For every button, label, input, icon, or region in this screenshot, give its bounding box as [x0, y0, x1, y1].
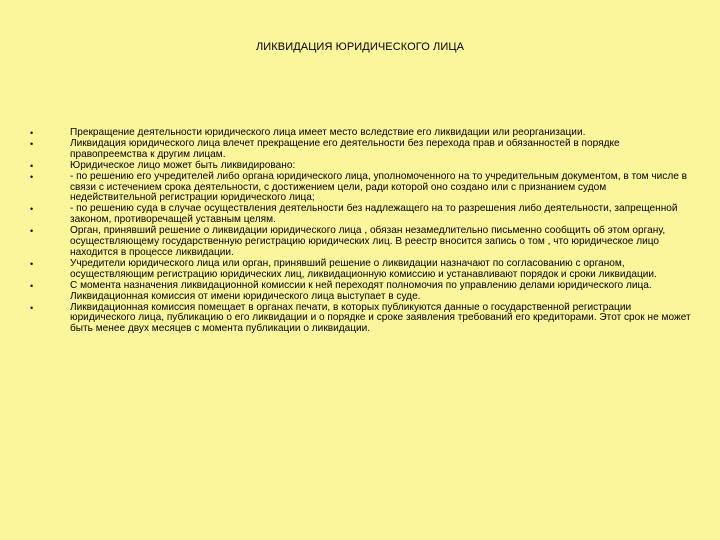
list-item — [30, 139, 692, 161]
bullet-icon: • — [30, 258, 34, 269]
list-item — [30, 226, 692, 259]
list-item — [30, 281, 692, 303]
list-item — [30, 204, 692, 226]
list-item-text: Орган, принявший решение о ликвидации юридического лица , обязан незамедлительно письменно сообщить об этом органу, осуществляющему государственную регистрацию юридических лиц. В реестр вносится запись о том , что юридическое лицо находится в процессе ликвидации. — [70, 225, 666, 258]
bullet-icon: • — [30, 171, 34, 182]
list-item-text: Ликвидация юридического лица влечет прекращение его деятельности без перехода прав и обязанностей в порядке правопреемства к другим лицам. — [70, 137, 620, 160]
list-item-text: Учредители юридического лица или орган, принявший решение о ликвидации назначают по согласованию с органом, осуществляющим регистрацию юридических лиц, ликвидационную комиссию и устанавливают порядок и сроки ликвидации. — [70, 257, 657, 280]
list-item-text: - по решению суда в случае осуществления деятельности без надлежащего на то разрешения либо деятельности, запрещенной законом, противоречащей уставным целям. — [70, 203, 678, 226]
bullet-icon: • — [30, 280, 34, 291]
list-item-text: Прекращение деятельности юридического лица имеет место вследствие его ликвидации или реорганизации. — [70, 127, 586, 138]
bullet-icon: • — [30, 204, 34, 215]
list-item — [30, 172, 692, 205]
list-item — [30, 259, 692, 281]
bullet-icon: • — [30, 302, 34, 313]
slide-title: ЛИКВИДАЦИЯ ЮРИДИЧЕСКОГО ЛИЦА — [255, 41, 465, 53]
list-item-text: Ликвидационная комиссия помещает в органах печати, в которых публикуются данные о государственной регистрации юридического лица, публикацию о его ликвидации и о порядке и сроке заявления требований его кредиторами. Этот срок не может быть менее двух месяцев с момента публикации о ликвидации. — [70, 301, 691, 335]
bullet-icon: • — [30, 138, 34, 149]
list-item-text: С момента назначения ликвидационной комиссии к ней переходят полномочия по управлению делами юридического лица. Ликвидационная комиссия от имени юридического лица выступает в суде. — [70, 279, 652, 302]
list-item-text: Юридическое лицо может быть ликвидировано: — [70, 159, 296, 171]
bullet-icon: • — [30, 160, 34, 171]
list-item-text: - по решению его учредителей либо органа юридического лица, уполномоченного на то учредительным документом, в том числе в связи с истечением срока деятельности, с достижением цели, ради которой оно создано или с признанием судом недействительной регистрации юридического лица; — [70, 170, 687, 204]
bullet-icon: • — [30, 226, 34, 237]
bullet-list — [30, 128, 692, 335]
list-item — [30, 303, 692, 336]
bullet-icon: • — [30, 128, 34, 138]
